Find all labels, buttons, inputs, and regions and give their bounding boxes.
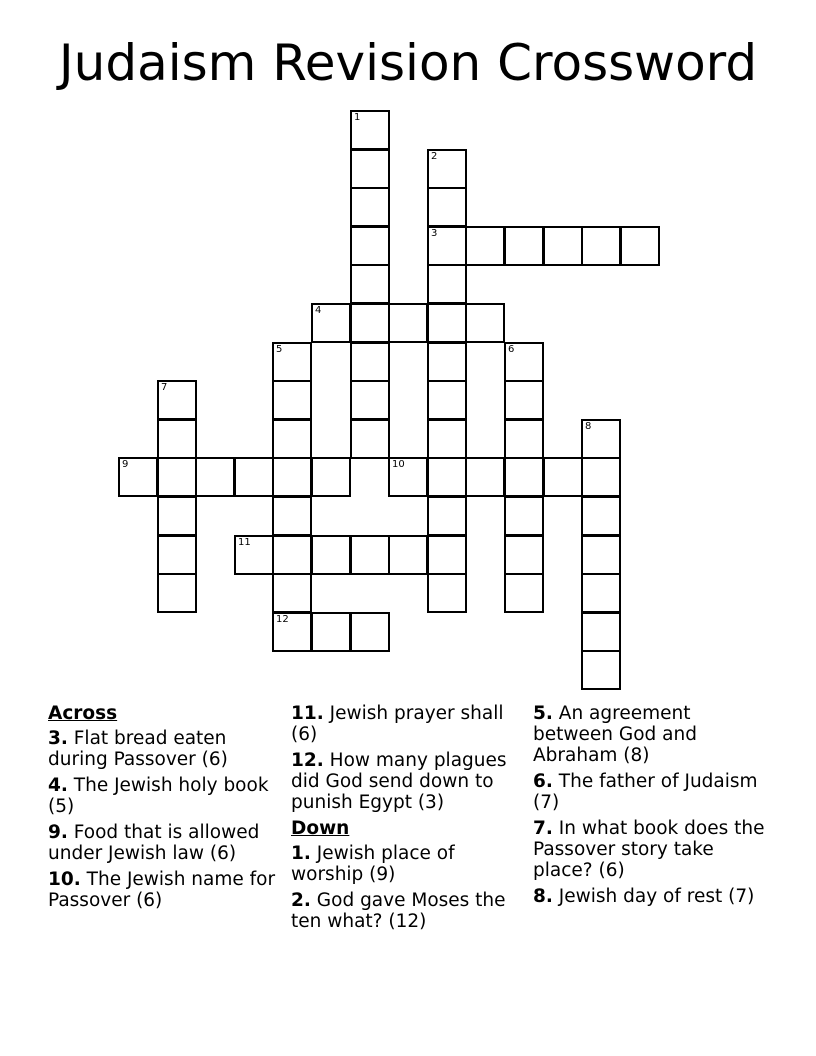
grid-cell[interactable] [504,342,544,382]
grid-cell[interactable] [581,650,621,690]
grid-cell[interactable] [157,535,197,575]
grid-cell[interactable] [234,457,274,497]
grid-cell[interactable] [272,419,312,459]
clue-down-7 [533,818,765,881]
grid-cell[interactable] [311,612,351,652]
clue-text: The Jewish name for Passover (6) [48,869,276,911]
grid-cell[interactable] [350,264,390,304]
grid-cell[interactable] [427,496,467,536]
clue-text: Jewish day of rest (7) [552,886,755,907]
clue-number-label: 7 [161,382,168,393]
clue-number-label: 2 [431,151,438,162]
grid-cell[interactable] [427,573,467,613]
grid-cell[interactable] [388,457,428,497]
grid-cell[interactable] [350,303,390,343]
grid-cell[interactable] [465,303,505,343]
clue-down-6 [533,771,765,813]
clue-number: 12. [291,750,324,771]
clues-column-3 [533,703,765,912]
grid-cell[interactable] [350,187,390,227]
clue-text: Flat bread eaten during Passover (6) [48,728,228,770]
grid-cell[interactable] [427,457,467,497]
grid-cell[interactable] [427,419,467,459]
clues-column-2 [291,703,523,937]
grid-cell[interactable] [504,496,544,536]
grid-cell[interactable] [581,573,621,613]
grid-cell[interactable] [504,226,544,266]
grid-cell[interactable] [350,612,390,652]
clue-number: 10. [48,869,81,890]
clue-number-label: 12 [276,614,289,625]
clue-number-label: 10 [392,459,405,470]
clue-number-label: 5 [276,344,283,355]
clues-column-1 [48,703,280,916]
grid-cell[interactable] [427,149,467,189]
clue-number: 5. [533,703,553,724]
grid-cell[interactable] [311,457,351,497]
clue-down-5 [533,703,765,766]
grid-cell[interactable] [581,535,621,575]
grid-cell[interactable] [581,419,621,459]
grid-cell[interactable] [272,496,312,536]
clue-text: The Jewish holy book (5) [48,775,269,817]
grid-cell[interactable] [350,149,390,189]
grid-cell[interactable] [272,573,312,613]
clue-text: God gave Moses the ten what? (12) [291,890,506,932]
clue-text: The father of Judaism (7) [533,771,758,813]
clue-across-12 [291,750,523,813]
clue-text: Jewish prayer shall (6) [291,703,504,745]
page-title: Judaism Revision Crossword [58,34,758,92]
clue-number: 9. [48,822,68,843]
grid-cell[interactable] [427,264,467,304]
grid-cell[interactable] [350,110,390,150]
grid-cell[interactable] [157,380,197,420]
grid-cell[interactable] [272,380,312,420]
clue-across-3 [48,728,280,770]
clue-number: 7. [533,818,553,839]
across-heading: Across [48,703,118,724]
clue-number-label: 9 [122,459,129,470]
clue-text: In what book does the Passover story take place? (6) [533,818,765,881]
grid-cell[interactable] [581,496,621,536]
clue-across-4 [48,775,280,817]
grid-cell[interactable] [157,419,197,459]
grid-cell[interactable] [504,380,544,420]
clue-text: Food that is allowed under Jewish law (6) [48,822,260,864]
grid-cell[interactable] [311,303,351,343]
grid-cell[interactable] [350,342,390,382]
clue-down-8 [533,886,765,907]
grid-cell[interactable] [427,187,467,227]
grid-cell[interactable] [427,226,467,266]
clue-number: 2. [291,890,311,911]
grid-cell[interactable] [620,226,660,266]
clue-down-2 [291,890,523,932]
clue-number: 1. [291,843,311,864]
grid-cell[interactable] [504,419,544,459]
grid-cell[interactable] [504,573,544,613]
grid-cell[interactable] [581,457,621,497]
grid-cell[interactable] [272,342,312,382]
grid-cell[interactable] [350,419,390,459]
grid-cell[interactable] [581,612,621,652]
clue-number-label: 3 [431,228,438,239]
grid-cell[interactable] [350,226,390,266]
grid-cell[interactable] [581,226,621,266]
clue-number-label: 6 [508,344,515,355]
grid-cell[interactable] [311,535,351,575]
grid-cell[interactable] [157,496,197,536]
grid-cell[interactable] [272,457,312,497]
clue-number: 6. [533,771,553,792]
grid-cell[interactable] [272,535,312,575]
grid-cell[interactable] [543,226,583,266]
clue-number: 11. [291,703,324,724]
grid-cell[interactable] [195,457,235,497]
clue-text: An agreement between God and Abraham (8) [533,703,697,766]
clue-across-10 [48,869,280,911]
grid-cell[interactable] [427,342,467,382]
clue-down-1 [291,843,523,885]
grid-cell[interactable] [157,457,197,497]
grid-cell[interactable] [118,457,158,497]
clue-number-label: 1 [354,112,361,123]
clue-text: Jewish place of worship (9) [291,843,455,885]
down-heading: Down [291,818,350,839]
grid-cell[interactable] [388,303,428,343]
grid-cell[interactable] [543,457,583,497]
clue-number-label: 4 [315,305,322,316]
clue-number: 4. [48,775,68,796]
grid-cell[interactable] [465,457,505,497]
clue-number-label: 11 [238,537,251,548]
clue-number: 8. [533,886,553,907]
grid-cell[interactable] [504,457,544,497]
grid-cell[interactable] [350,535,390,575]
grid-cell[interactable] [157,573,197,613]
grid-cell[interactable] [350,380,390,420]
clue-across-11 [291,703,523,745]
clue-number-label: 8 [585,421,592,432]
grid-cell[interactable] [465,226,505,266]
grid-cell[interactable] [504,535,544,575]
clue-number: 3. [48,728,68,749]
grid-cell[interactable] [427,380,467,420]
grid-cell[interactable] [427,535,467,575]
grid-cell[interactable] [388,535,428,575]
clue-text: How many plagues did God send down to punish Egypt (3) [291,750,507,813]
grid-cell[interactable] [427,303,467,343]
grid-cell[interactable] [234,535,274,575]
clue-across-9 [48,822,280,864]
grid-cell[interactable] [272,612,312,652]
